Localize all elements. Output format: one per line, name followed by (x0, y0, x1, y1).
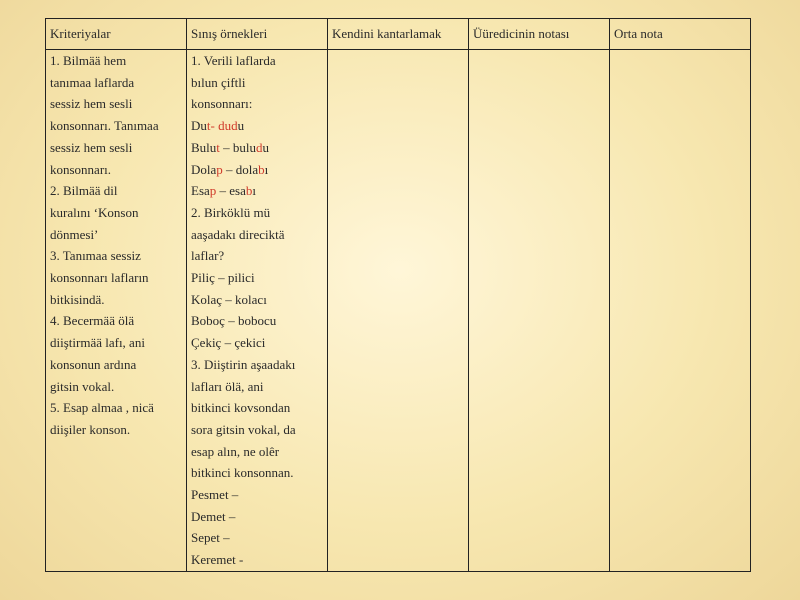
example-text: Dola (191, 161, 217, 177)
example-text: – bulu (219, 139, 257, 155)
header-examples: Sınış örnekleri (187, 19, 328, 50)
highlighted-consonant: d (256, 139, 263, 155)
criteria-line: konsonun ardına (50, 356, 137, 372)
example-line: Piliç – pilici (191, 270, 255, 286)
criteria-line: konsonnarı. (50, 161, 112, 177)
example-line: Demet – (191, 508, 236, 524)
table-header-row (46, 19, 751, 50)
criteria-line: sessiz hem sesli (50, 96, 133, 112)
criteria-line: 4. Becermää ölä (50, 313, 135, 329)
criteria-line: 3. Tanımaa sessiz (50, 248, 141, 264)
example-text: u (237, 118, 245, 134)
example-line: lafları ölä, ani (191, 378, 264, 394)
example-line: 1. Verili laflarda (191, 53, 276, 68)
example-text: – dola (222, 161, 259, 177)
example-line: bılun çiftli (191, 74, 246, 90)
criteria-line: kuralını ‘Konson (50, 204, 139, 220)
criteria-line: 1. Bilmää hem (50, 53, 127, 68)
example-pair-bulut (191, 137, 323, 159)
table-row (46, 50, 751, 572)
example-text: ı (252, 183, 257, 199)
example-line: bitkinci konsonnan. (191, 465, 294, 481)
criteria-table (45, 18, 751, 572)
example-text: - du (210, 118, 232, 134)
criteria-line: 5. Esap almaa , nicä (50, 400, 154, 416)
example-text: Bulu (191, 139, 217, 155)
example-line: Kolaç – kolacı (191, 291, 267, 307)
self-assessment-cell[interactable] (328, 50, 469, 572)
highlighted-consonant: t (216, 139, 220, 155)
example-text: Du (191, 118, 207, 134)
criteria-line: 2. Bilmää dil (50, 183, 118, 199)
example-line: esap alın, ne olêr (191, 443, 280, 459)
criteria-line: diişiler konson. (50, 421, 131, 437)
example-line: Boboç – bobocu (191, 313, 277, 329)
examples-cell (187, 50, 328, 572)
example-text: u (262, 139, 270, 155)
teacher-grade-cell[interactable] (469, 50, 610, 572)
criteria-line: gitsin vokal. (50, 378, 115, 394)
example-pair-dolap (191, 159, 323, 181)
example-line: Pesmet – (191, 487, 239, 503)
criteria-cell (46, 50, 187, 572)
example-pair-esap (191, 180, 323, 202)
example-line: 2. Birköklü mü (191, 204, 271, 220)
example-line: Keremet - (191, 552, 244, 568)
header-teacher-grade: Üüredicinin notası (469, 19, 610, 50)
example-line: laflar? (191, 248, 225, 264)
criteria-line: dönmesi’ (50, 226, 99, 242)
example-line: aaşadakı direciktä (191, 226, 285, 242)
example-text: Esa (191, 183, 210, 199)
example-text: – esa (216, 183, 246, 199)
example-line: Çekiç – çekici (191, 335, 266, 351)
highlighted-consonant: p (216, 161, 223, 177)
criteria-line: konsonnarı lafların (50, 270, 149, 286)
average-grade-cell[interactable] (610, 50, 751, 572)
criteria-line: konsonnarı. Tanımaa (50, 118, 159, 134)
highlighted-consonant: t (206, 118, 211, 134)
header-self-assessment: Kendini kantarlamak (328, 19, 469, 50)
example-line: bitkinci kovsondan (191, 400, 291, 416)
highlighted-consonant: d (231, 118, 238, 134)
example-line: 3. Diiştirin aşaadakı (191, 356, 296, 372)
criteria-line: tanımaa laflarda (50, 74, 135, 90)
highlighted-consonant: b (258, 161, 265, 177)
criteria-line: diiştirmää lafı, ani (50, 335, 145, 351)
criteria-line: sessiz hem sesli (50, 139, 133, 155)
header-criteria: Kriteriyalar (46, 19, 187, 50)
example-pair-dut (191, 115, 323, 137)
example-line: Sepet – (191, 530, 230, 546)
example-line: konsonnarı: (191, 96, 253, 112)
example-text: ı (264, 161, 269, 177)
highlighted-consonant: p (209, 183, 217, 199)
header-average-grade: Orta nota (610, 19, 751, 50)
criteria-line: bitkisindä. (50, 291, 105, 307)
example-line: sora gitsin vokal, da (191, 421, 296, 437)
highlighted-consonant: b (245, 183, 253, 199)
